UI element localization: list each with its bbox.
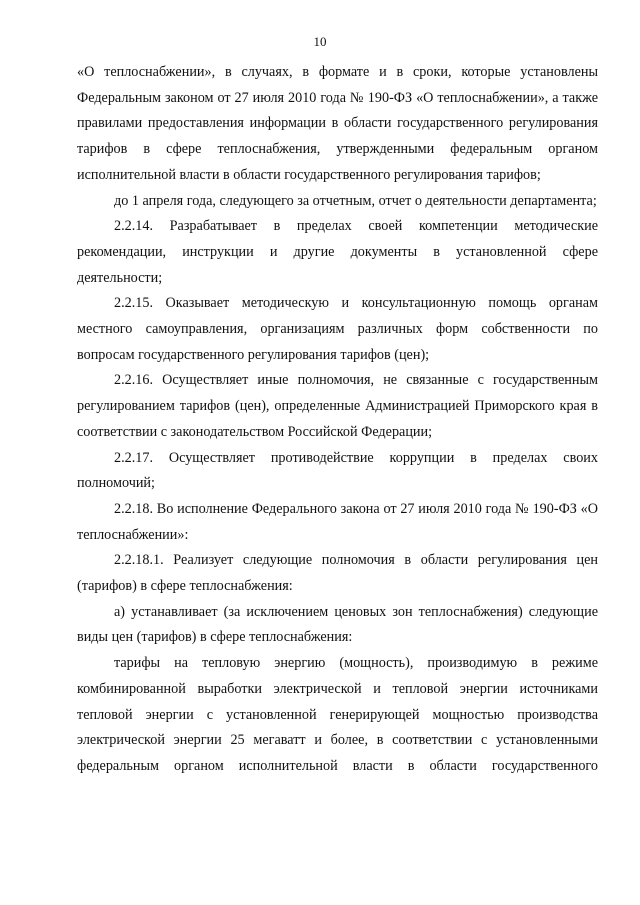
document-body <box>77 60 598 780</box>
paragraph-2-2-15: 2.2.15. Оказывает методическую и консультационную помощь органам местного самоуправления, организациям различных форм собственности по вопросам государственного регулирования тарифов (цен); <box>77 295 598 363</box>
paragraph-2-2-16: 2.2.16. Осуществляет иные полномочия, не связанные с государственным регулированием тарифов (цен), определенные Администрацией Приморского края в соответствии с законодательством Российской Федерации; <box>77 372 598 440</box>
paragraph-2-2-17: 2.2.17. Осуществляет противодействие коррупции в пределах своих полномочий; <box>77 449 598 492</box>
paragraph-subitem-a: а) устанавливает (за исключением ценовых зон теплоснабжения) следующие виды цен (тарифов) в сфере теплоснабжения: <box>77 603 598 646</box>
paragraph-heat-tariffs: тарифы на тепловую энергию (мощность), производимую в режиме комбинированной выработки электрической и тепловой энергии источниками тепловой энергии с установленной генерирующей мощностью производства электрической энергии 25 мегаватт и более, в соответствии с установленными федеральным органом исполнительной власти в области государственного <box>77 655 598 774</box>
paragraph-2-2-18-1: 2.2.18.1. Реализует следующие полномочия в области регулирования цен (тарифов) в сфере теплоснабжения: <box>77 552 598 595</box>
paragraph-2-2-14: 2.2.14. Разрабатывает в пределах своей компетенции методические рекомендации, инструкции и другие документы в установленной сфере деятельности; <box>77 218 598 286</box>
page-number: 10 <box>313 34 327 49</box>
paragraph-report-deadline: до 1 апреля года, следующего за отчетным, отчет о деятельности департамента; <box>114 192 597 209</box>
paragraph-continuation: «О теплоснабжении», в случаях, в формате и в сроки, которые установлены Федеральным законом от 27 июля 2010 года № 190-ФЗ «О теплоснабжении», а также правилами предоставления информации в области государственного регулирования тарифов в сфере теплоснабжения, утвержденными федеральным органом исполнительной власти в области государственного регулирования тарифов; <box>77 64 598 183</box>
paragraph-2-2-18: 2.2.18. Во исполнение Федерального закона от 27 июля 2010 года № 190-ФЗ «О теплоснабжении»: <box>77 500 598 543</box>
